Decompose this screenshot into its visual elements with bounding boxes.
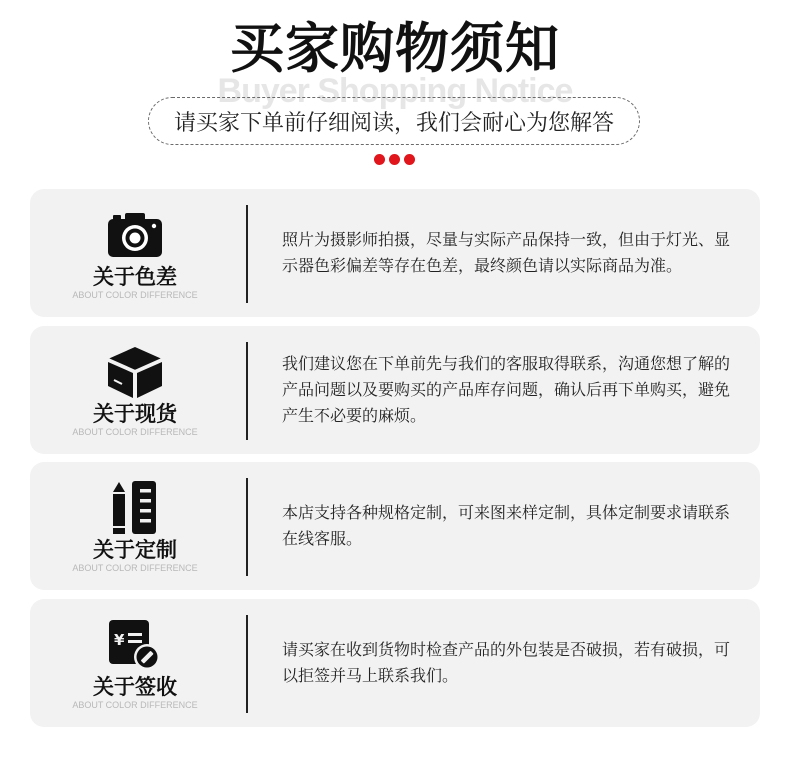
card-in-stock (30, 326, 760, 454)
subtitle-box (148, 97, 640, 145)
box-icon (100, 344, 170, 400)
card-label: 关于签收 (93, 675, 177, 699)
card-sublabel: ABOUT COLOR DIFFERENCE (72, 290, 198, 300)
card-custom (30, 462, 760, 590)
card-sublabel: ABOUT COLOR DIFFERENCE (72, 563, 198, 573)
subtitle: 请买家下单前仔细阅读，我们会耐心为您解答 (173, 110, 614, 136)
card-label: 关于定制 (93, 538, 177, 562)
card-text: 请买家在收到货物时检查产品的外包装是否破损，若有破损，可以拒签并马上联系我们。 (282, 640, 731, 685)
card-label: 关于色差 (93, 265, 177, 289)
card-description (282, 189, 732, 317)
divider (246, 478, 248, 576)
receipt-sign-icon (100, 617, 170, 673)
pencil-ruler-icon (100, 480, 170, 536)
card-sublabel: ABOUT COLOR DIFFERENCE (72, 427, 198, 437)
dot (374, 154, 385, 165)
card-text: 照片为摄影师拍摄，尽量与实际产品保持一致，但由于灯光、显示器色彩偏差等存在色差，最终颜色请以实际商品为准。 (282, 230, 731, 275)
divider (246, 342, 248, 440)
camera-icon (100, 207, 170, 263)
card-color-difference (30, 189, 760, 317)
title-watermark: Buyer Shopping Notice (217, 72, 573, 110)
card-text: 我们建议您在下单前先与我们的客服取得联系，沟通您想了解的产品问题以及要购买的产品库存问题，确认后再下单购买，避免产生不必要的麻烦。 (282, 354, 731, 425)
dot (389, 154, 400, 165)
card-description (282, 326, 732, 454)
dot (404, 154, 415, 165)
dots-decoration (374, 154, 415, 165)
header (0, 0, 790, 180)
divider (246, 205, 248, 303)
card-sublabel: ABOUT COLOR DIFFERENCE (72, 700, 198, 710)
divider (246, 615, 248, 713)
card-label: 关于现货 (93, 402, 177, 426)
page-title: 买家购物须知 (230, 17, 560, 80)
card-description (282, 462, 732, 590)
card-description (282, 599, 732, 727)
card-text: 本店支持各种规格定制，可来图来样定制，具体定制要求请联系在线客服。 (282, 503, 731, 548)
card-sign-for (30, 599, 760, 727)
svg-text:¥: ¥ (114, 631, 125, 649)
